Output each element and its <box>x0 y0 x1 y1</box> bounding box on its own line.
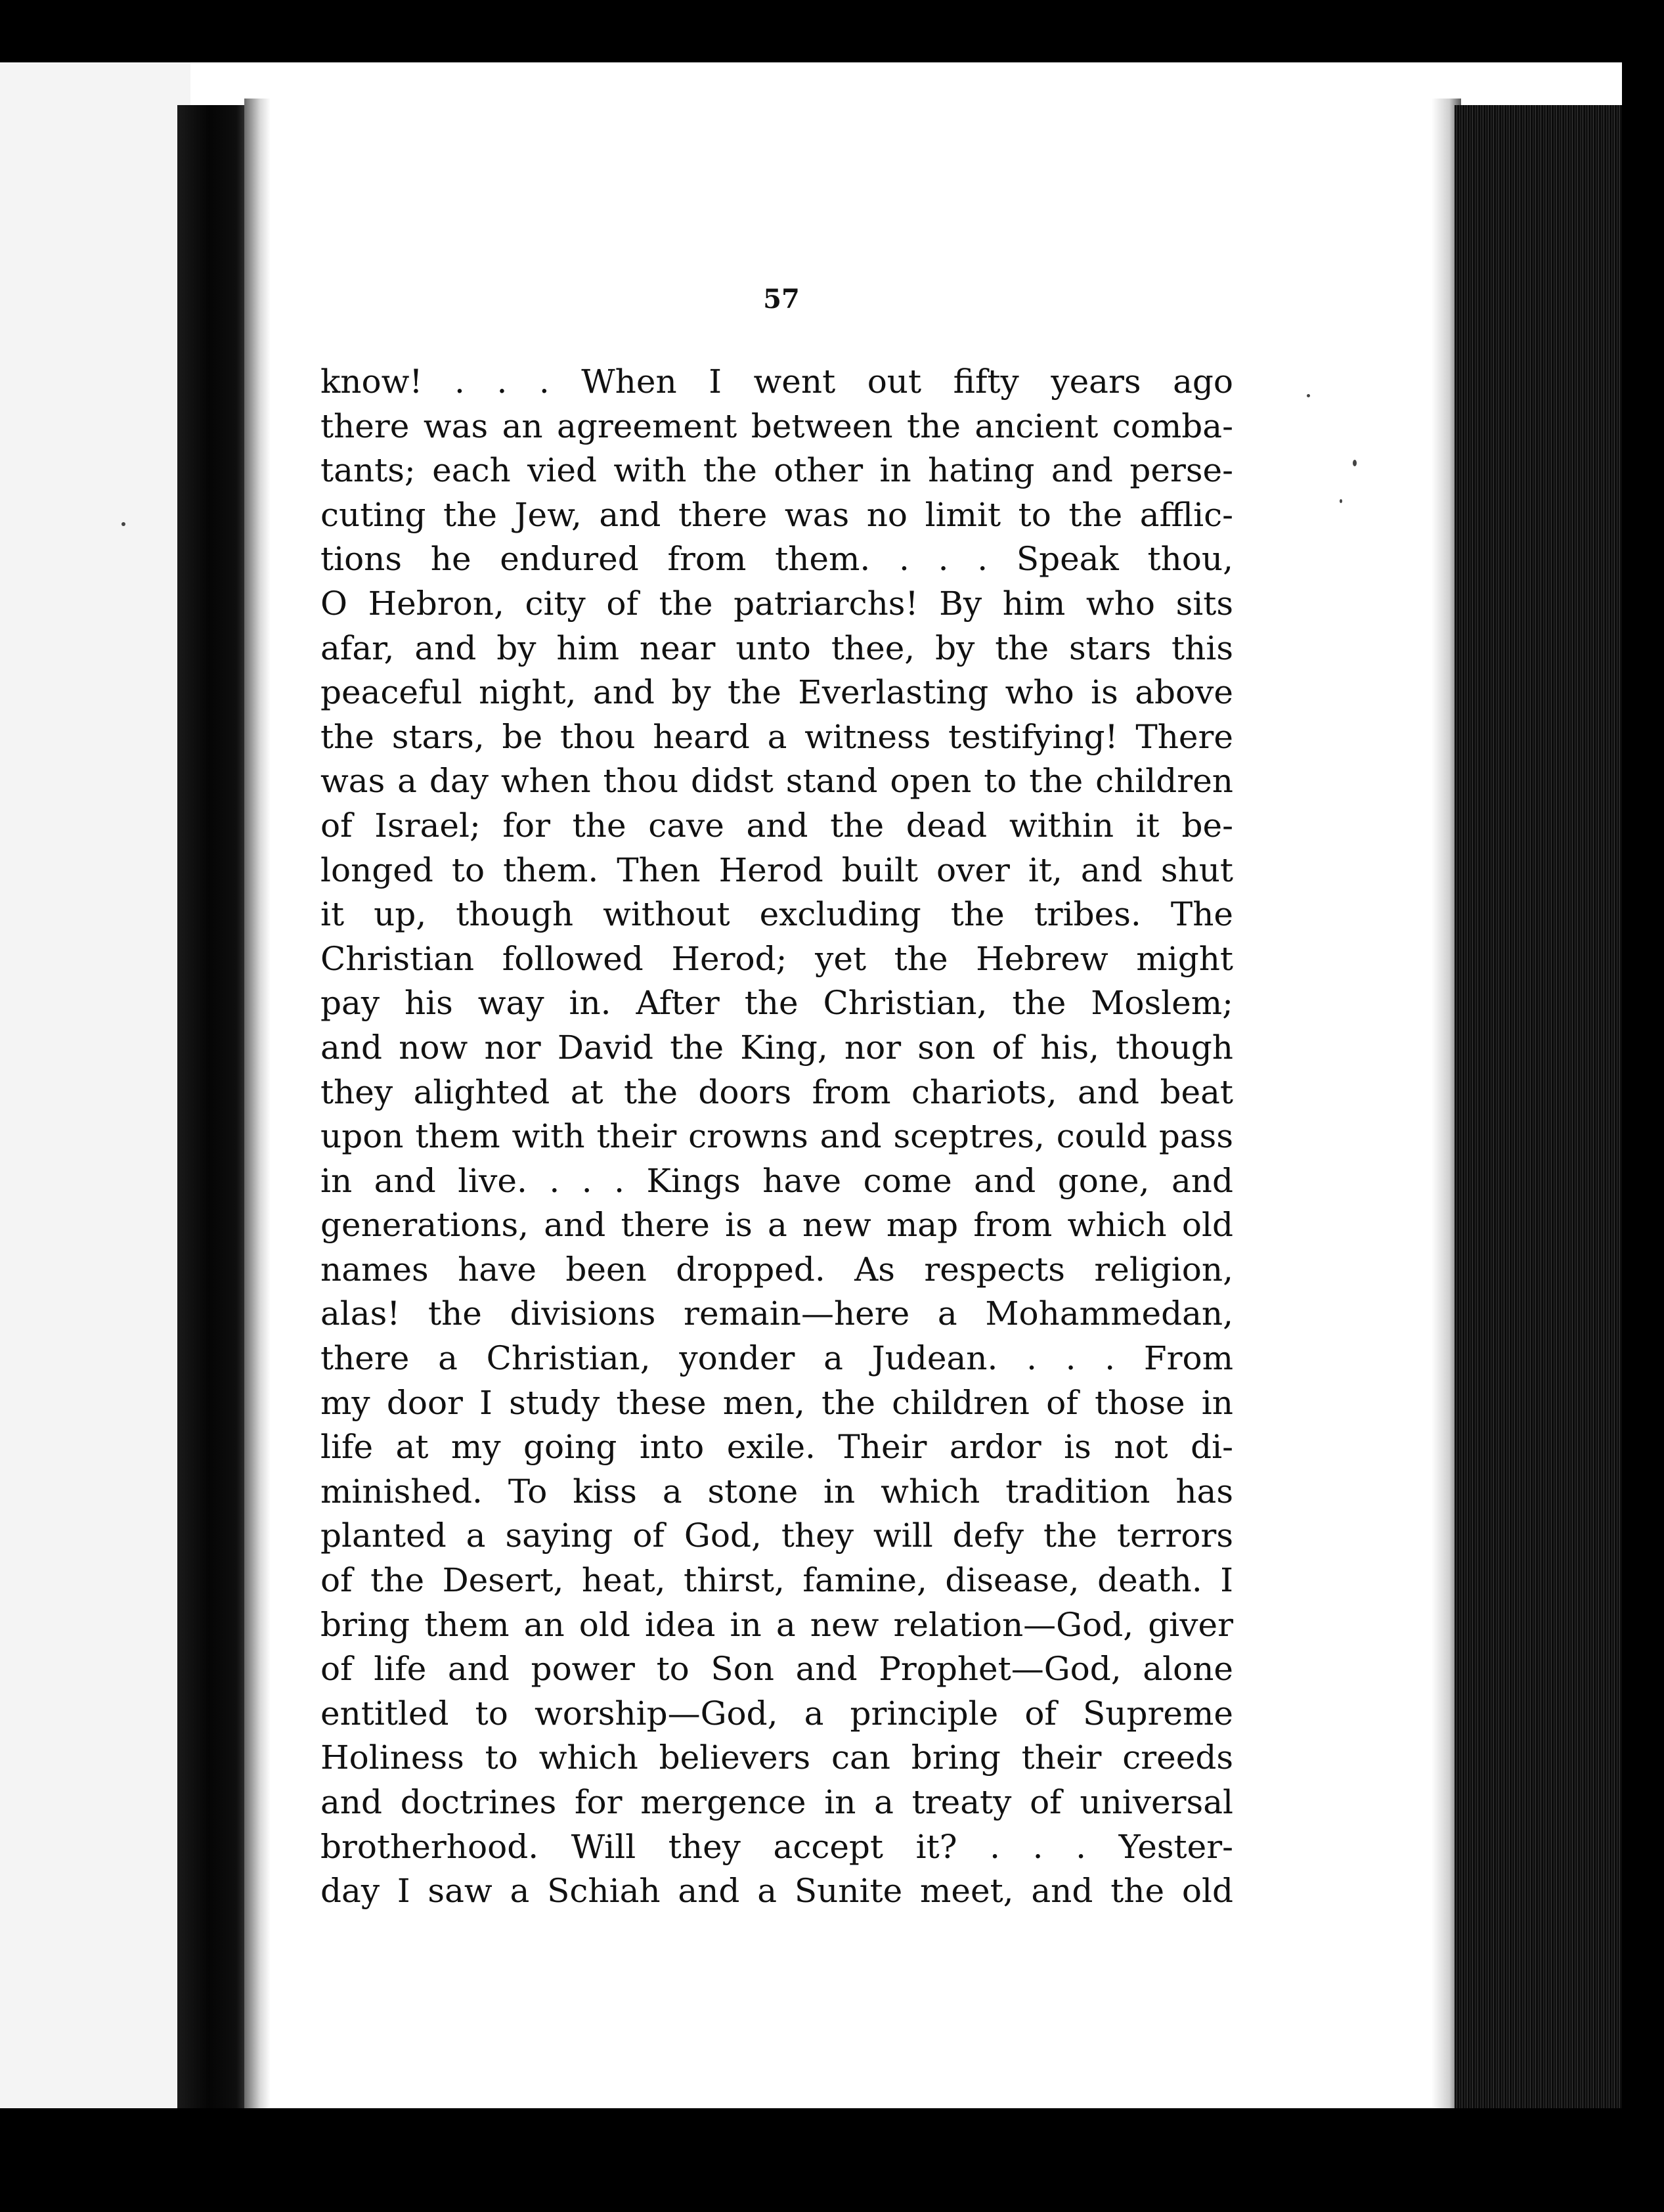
body-line: Holiness to which believers can bring their creeds <box>320 1738 1233 1777</box>
body-line: generations, and there is a new map from which old <box>320 1206 1233 1245</box>
page-block-edge <box>1455 105 1625 2108</box>
body-line: planted a saying of God, they will defy the terrors <box>320 1516 1233 1555</box>
body-line: cuting the Jew, and there was no limit to the afflic- <box>320 495 1233 534</box>
body-line: life at my going into exile. Their ardor is not di- <box>320 1428 1233 1467</box>
body-line: was a day when thou didst stand open to the children <box>320 762 1233 801</box>
body-line: they alighted at the doors from chariots, and beat <box>320 1073 1233 1111</box>
body-line: O Hebron, city of the patriarchs! By him who sits <box>320 584 1233 623</box>
body-line: the stars, be thou heard a witness testifying! There <box>320 717 1233 756</box>
body-line: my door I study these men, the children of those in <box>320 1383 1233 1422</box>
body-line: entitled to worship—God, a principle of Supreme <box>320 1694 1233 1733</box>
body-line: know! . . . When I went out fifty years ago <box>320 363 1233 401</box>
scan-border-bottom <box>0 2108 1664 2212</box>
body-line: brotherhood. Will they accept it? . . . Yester- <box>320 1827 1233 1866</box>
body-line: in and live. . . . Kings have come and gone, and <box>320 1161 1233 1200</box>
body-line: of Israel; for the cave and the dead within it be- <box>320 806 1233 845</box>
body-line: peaceful night, and by the Everlasting who is above <box>320 673 1233 712</box>
body-line: minished. To kiss a stone in which tradition has <box>320 1472 1233 1511</box>
gutter-fade <box>244 99 271 2108</box>
body-line: afar, and by him near unto thee, by the stars this <box>320 629 1233 667</box>
scan-border-top <box>0 0 1664 62</box>
scan-speck <box>1340 499 1342 503</box>
body-line: pay his way in. After the Christian, the Moslem; <box>320 984 1233 1023</box>
body-line: day I saw a Schiah and a Sunite meet, and the old <box>320 1872 1233 1911</box>
body-text <box>320 360 1233 1914</box>
body-line: longed to them. Then Herod built over it, and shut <box>320 851 1233 889</box>
body-line: bring them an old idea in a new relation—God, giver <box>320 1605 1233 1644</box>
page-number: 57 <box>763 284 800 315</box>
body-line: there was an agreement between the ancient comba- <box>320 407 1233 445</box>
body-line: alas! the divisions remain—here a Mohammedan, <box>320 1294 1233 1333</box>
body-line: Christian followed Herod; yet the Hebrew might <box>320 939 1233 978</box>
body-line: tants; each vied with the other in hating and perse- <box>320 451 1233 490</box>
body-line: names have been dropped. As respects religion, <box>320 1250 1233 1289</box>
scan-speck <box>1353 460 1357 466</box>
body-line: upon them with their crowns and sceptres, could pass <box>320 1117 1233 1156</box>
body-line: it up, though without excluding the tribes. The <box>320 895 1233 934</box>
body-line: of the Desert, heat, thirst, famine, disease, death. I <box>320 1561 1233 1600</box>
scan-border-right <box>1622 62 1664 2108</box>
scan-speck <box>121 522 125 526</box>
body-line: and now nor David the King, nor son of his, though <box>320 1028 1233 1067</box>
scan-speck <box>1307 394 1310 397</box>
body-line: tions he endured from them. . . . Speak thou, <box>320 540 1233 579</box>
body-line: and doctrines for mergence in a treaty of universal <box>320 1783 1233 1821</box>
body-line: of life and power to Son and Prophet—God, alone <box>320 1650 1233 1689</box>
body-line: there a Christian, yonder a Judean. . . . From <box>320 1339 1233 1378</box>
left-page <box>0 62 190 2108</box>
